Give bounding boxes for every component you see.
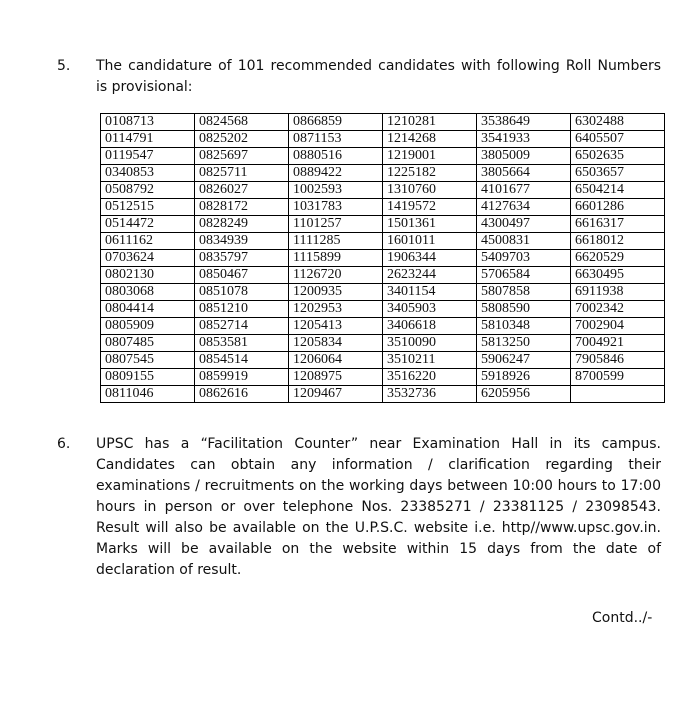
roll-number-cell: 0825697 — [195, 148, 289, 165]
roll-number-cell: 0850467 — [195, 267, 289, 284]
roll-number-cell: 0880516 — [289, 148, 383, 165]
roll-number-cell: 1205413 — [289, 318, 383, 335]
roll-number-cell: 1206064 — [289, 352, 383, 369]
roll-number-cell: 1115899 — [289, 250, 383, 267]
roll-number-cell: 1310760 — [383, 182, 477, 199]
roll-number-cell: 0508792 — [101, 182, 195, 199]
roll-number-cell: 0854514 — [195, 352, 289, 369]
roll-number-cell: 5918926 — [477, 369, 571, 386]
table-row — [101, 284, 665, 301]
roll-number-cell: 1210281 — [383, 114, 477, 131]
roll-number-cell: 1214268 — [383, 131, 477, 148]
roll-number-cell: 5409703 — [477, 250, 571, 267]
roll-number-cell: 6616317 — [571, 216, 665, 233]
roll-number-cell: 0835797 — [195, 250, 289, 267]
table-row — [101, 182, 665, 199]
table-row — [101, 233, 665, 250]
roll-number-cell: 0834939 — [195, 233, 289, 250]
roll-number-cell: 6620529 — [571, 250, 665, 267]
roll-number-cell: 0825711 — [195, 165, 289, 182]
roll-number-cell: 6302488 — [571, 114, 665, 131]
roll-number-cell: 0805909 — [101, 318, 195, 335]
roll-number-cell: 7905846 — [571, 352, 665, 369]
roll-number-cell: 6630495 — [571, 267, 665, 284]
roll-number-cell: 1419572 — [383, 199, 477, 216]
roll-number-cell: 3405903 — [383, 301, 477, 318]
roll-number-cell: 0119547 — [101, 148, 195, 165]
roll-number-cell: 0862616 — [195, 386, 289, 403]
roll-number-cell: 4500831 — [477, 233, 571, 250]
roll-number-cell: 0804414 — [101, 301, 195, 318]
table-row — [101, 335, 665, 352]
roll-number-cell: 1126720 — [289, 267, 383, 284]
roll-number-cell: 4101677 — [477, 182, 571, 199]
roll-number-cell: 5808590 — [477, 301, 571, 318]
roll-number-cell: 0514472 — [101, 216, 195, 233]
paragraph-5-number: 5. — [57, 58, 71, 74]
table-row — [101, 131, 665, 148]
roll-number-cell: 1202953 — [289, 301, 383, 318]
table-row — [101, 301, 665, 318]
roll-number-cell: 1200935 — [289, 284, 383, 301]
roll-number-cell: 6503657 — [571, 165, 665, 182]
roll-number-cell: 6911938 — [571, 284, 665, 301]
roll-numbers-table-body — [101, 114, 665, 403]
roll-number-cell: 0807545 — [101, 352, 195, 369]
roll-number-cell: 0853581 — [195, 335, 289, 352]
table-row — [101, 114, 665, 131]
roll-number-cell: 5810348 — [477, 318, 571, 335]
roll-number-cell: 0825202 — [195, 131, 289, 148]
roll-number-cell: 6504214 — [571, 182, 665, 199]
roll-number-cell: 8700599 — [571, 369, 665, 386]
roll-number-cell: 0866859 — [289, 114, 383, 131]
roll-number-cell: 3805664 — [477, 165, 571, 182]
roll-number-cell: 4127634 — [477, 199, 571, 216]
roll-number-cell: 1111285 — [289, 233, 383, 250]
roll-number-cell: 0851078 — [195, 284, 289, 301]
roll-number-cell: 6405507 — [571, 131, 665, 148]
roll-number-cell: 3516220 — [383, 369, 477, 386]
roll-number-cell: 3805009 — [477, 148, 571, 165]
roll-number-cell: 0871153 — [289, 131, 383, 148]
roll-number-cell: 0809155 — [101, 369, 195, 386]
roll-number-cell: 7002342 — [571, 301, 665, 318]
roll-number-cell: 1205834 — [289, 335, 383, 352]
roll-number-cell: 0703624 — [101, 250, 195, 267]
roll-number-cell: 3532736 — [383, 386, 477, 403]
table-row — [101, 199, 665, 216]
roll-number-cell: 1219001 — [383, 148, 477, 165]
paragraph-5-text: The candidature of 101 recommended candidates with following Roll Numbers is provisional: — [96, 58, 661, 95]
roll-number-cell: 0803068 — [101, 284, 195, 301]
roll-number-cell: 6205956 — [477, 386, 571, 403]
roll-number-cell: 0340853 — [101, 165, 195, 182]
roll-number-cell: 1031783 — [289, 199, 383, 216]
continued-note: Contd../- — [592, 610, 653, 626]
roll-number-cell: 1906344 — [383, 250, 477, 267]
table-row — [101, 352, 665, 369]
roll-number-cell: 3541933 — [477, 131, 571, 148]
roll-number-cell: 0859919 — [195, 369, 289, 386]
roll-number-cell: 5906247 — [477, 352, 571, 369]
roll-number-cell: 1501361 — [383, 216, 477, 233]
roll-number-cell: 0826027 — [195, 182, 289, 199]
table-row — [101, 165, 665, 182]
table-row — [101, 216, 665, 233]
roll-number-cell: 6601286 — [571, 199, 665, 216]
roll-number-cell: 1601011 — [383, 233, 477, 250]
roll-number-cell — [571, 386, 665, 403]
table-row — [101, 250, 665, 267]
roll-number-cell: 0114791 — [101, 131, 195, 148]
roll-numbers-table — [100, 113, 665, 403]
roll-number-cell: 3538649 — [477, 114, 571, 131]
roll-number-cell: 0807485 — [101, 335, 195, 352]
roll-number-cell: 0828249 — [195, 216, 289, 233]
roll-number-cell: 0852714 — [195, 318, 289, 335]
roll-number-cell: 0811046 — [101, 386, 195, 403]
roll-number-cell: 5813250 — [477, 335, 571, 352]
roll-number-cell: 3510211 — [383, 352, 477, 369]
roll-number-cell: 6618012 — [571, 233, 665, 250]
roll-number-cell: 3401154 — [383, 284, 477, 301]
roll-number-cell: 0611162 — [101, 233, 195, 250]
roll-number-cell: 5807858 — [477, 284, 571, 301]
roll-number-cell: 1002593 — [289, 182, 383, 199]
roll-number-cell: 3406618 — [383, 318, 477, 335]
roll-number-cell: 6502635 — [571, 148, 665, 165]
roll-number-cell: 2623244 — [383, 267, 477, 284]
table-row — [101, 318, 665, 335]
roll-number-cell: 0828172 — [195, 199, 289, 216]
roll-number-cell: 0512515 — [101, 199, 195, 216]
paragraph-6-text: UPSC has a “Facilitation Counter” near Examination Hall in its campus. Candidates can obtain any information / clarification regarding their examinations / recruitments on the working days between 10:00 hours to 17:00 hours in person or over telephone Nos. 23385271 / 23381125 / 23098543. Result will also be available on the U.P.S.C. website i.e. http//www.upsc.gov.in. Marks will be available on the website within 15 days from the date of declaration of result. — [96, 436, 661, 578]
table-row — [101, 267, 665, 284]
roll-number-cell: 0108713 — [101, 114, 195, 131]
roll-number-cell: 1225182 — [383, 165, 477, 182]
roll-number-cell: 1101257 — [289, 216, 383, 233]
roll-number-cell: 7004921 — [571, 335, 665, 352]
table-row — [101, 386, 665, 403]
roll-number-cell: 7002904 — [571, 318, 665, 335]
paragraph-6-number: 6. — [57, 436, 71, 452]
table-row — [101, 148, 665, 165]
roll-number-cell: 0802130 — [101, 267, 195, 284]
roll-number-cell: 3510090 — [383, 335, 477, 352]
roll-number-cell: 5706584 — [477, 267, 571, 284]
table-row — [101, 369, 665, 386]
roll-number-cell: 0889422 — [289, 165, 383, 182]
roll-number-cell: 0851210 — [195, 301, 289, 318]
roll-number-cell: 4300497 — [477, 216, 571, 233]
roll-number-cell: 0824568 — [195, 114, 289, 131]
roll-number-cell: 1208975 — [289, 369, 383, 386]
roll-number-cell: 1209467 — [289, 386, 383, 403]
